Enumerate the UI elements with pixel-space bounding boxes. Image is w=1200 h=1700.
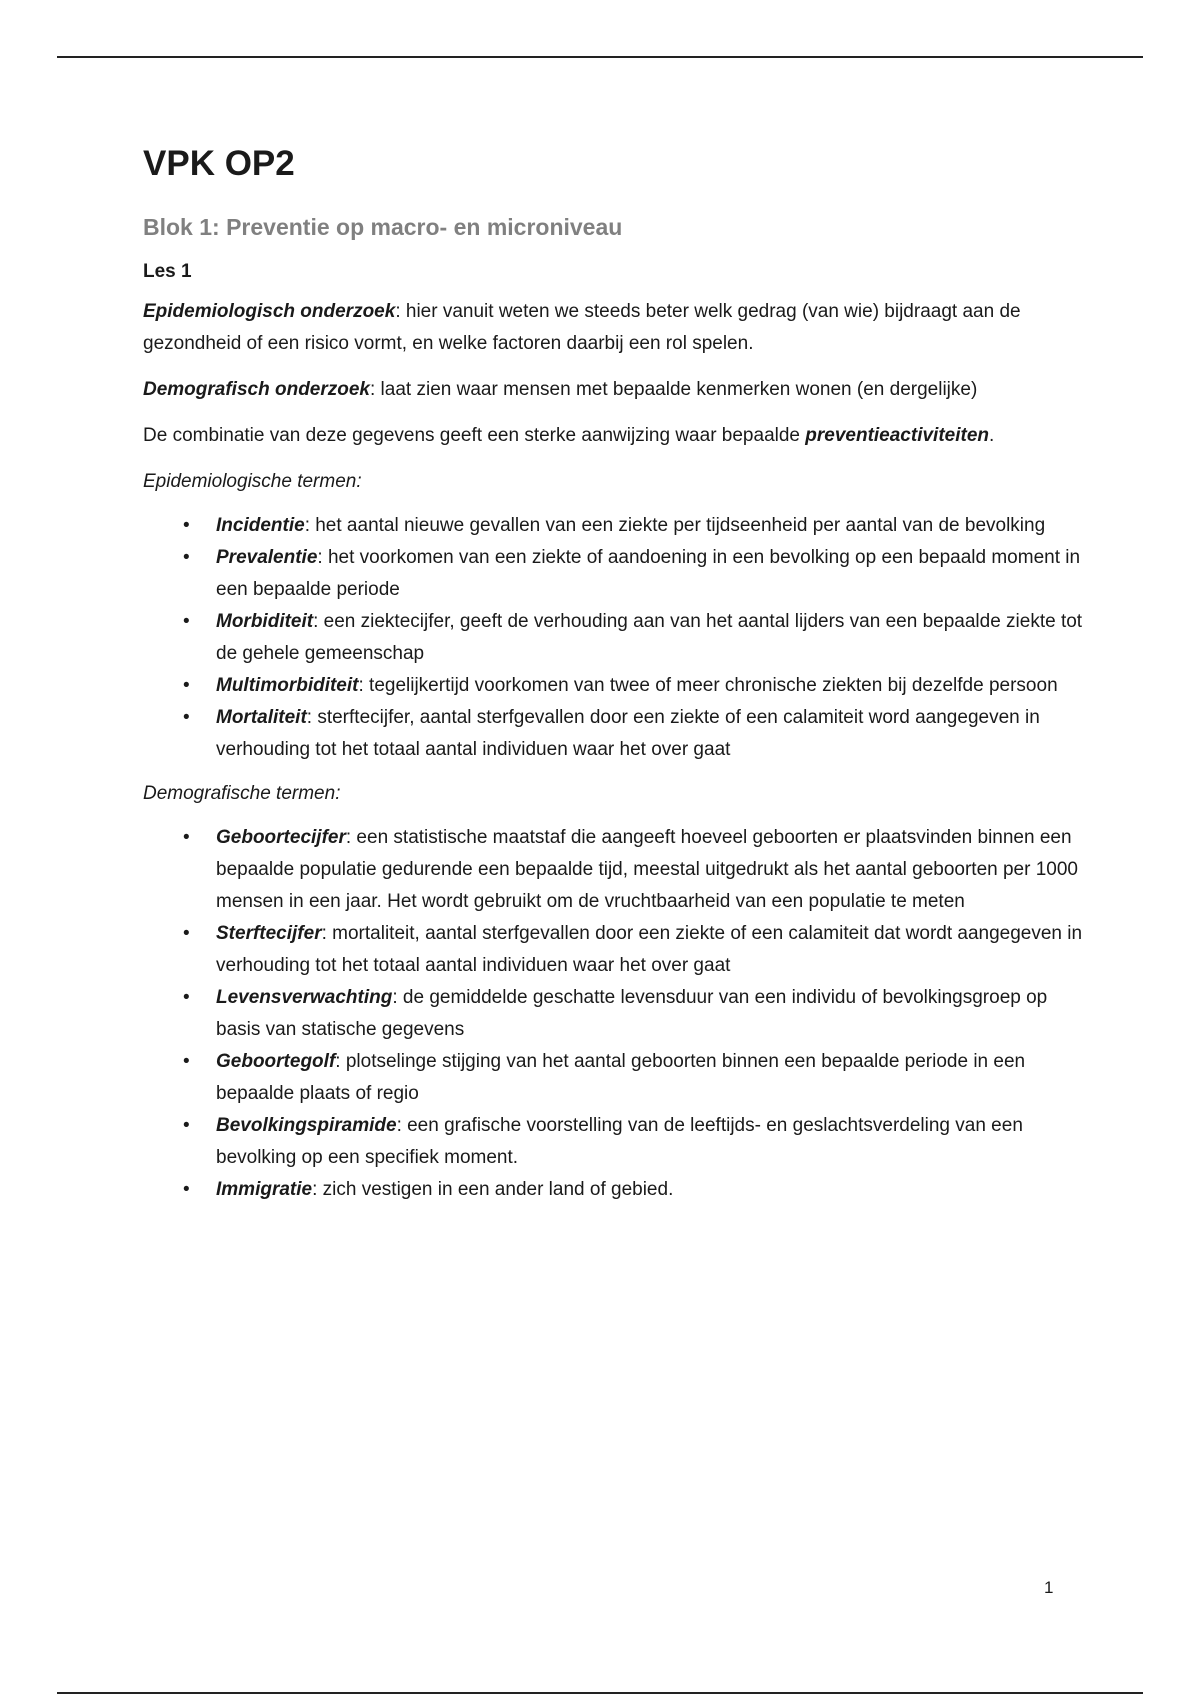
list-item xyxy=(143,822,1083,918)
term-definition: : mortaliteit, aantal sterfgevallen door een ziekte of een calamiteit dat wordt aangegeven in verhouding tot het totaal aantal individuen waar het over gaat xyxy=(216,923,1083,976)
epidemiologische-termen-list xyxy=(143,510,1083,766)
block-heading: Blok 1: Preventie op macro- en microniveau xyxy=(143,214,623,240)
list-item xyxy=(143,542,1083,606)
term-definition: : een ziektecijfer, geeft de verhouding aan van het aantal lijders van een bepaalde ziekte tot de gehele gemeenschap xyxy=(216,611,1083,664)
paragraph-epidemiologisch xyxy=(143,296,1083,360)
term-name: Mortaliteit xyxy=(216,707,307,728)
demografische-termen-label: Demografische termen: xyxy=(143,783,341,804)
term-name: Geboortecijfer xyxy=(216,827,346,848)
bullet-icon: • xyxy=(183,827,190,848)
term-definition: : zich vestigen in een ander land of gebied. xyxy=(312,1179,674,1200)
paragraph-demografisch xyxy=(143,374,1083,406)
term-name: Multimorbiditeit xyxy=(216,675,359,696)
bullet-icon: • xyxy=(183,1179,190,1200)
page-number: 1 xyxy=(1044,1578,1054,1597)
paragraph-combinatie xyxy=(143,420,1083,452)
term-name: Geboortegolf xyxy=(216,1051,336,1072)
bullet-icon: • xyxy=(183,707,190,728)
document-body xyxy=(143,140,1083,1218)
bullet-icon: • xyxy=(183,987,190,1008)
bullet-icon: • xyxy=(183,1115,190,1136)
term-definition: : plotselinge stijging van het aantal geboorten binnen een bepaalde periode in een bepaalde plaats of regio xyxy=(216,1051,1026,1104)
list-item xyxy=(143,982,1083,1046)
emphasis-preventieactiviteiten: preventieactiviteiten xyxy=(805,425,990,446)
term-definition: : een grafische voorstelling van de leeftijds- en geslachtsverdeling van een bevolking op een specifiek moment. xyxy=(216,1115,1023,1168)
lesson-heading: Les 1 xyxy=(143,261,192,282)
bullet-icon: • xyxy=(183,1051,190,1072)
demografische-termen-list xyxy=(143,822,1083,1206)
term-definition: : tegelijkertijd voorkomen van twee of meer chronische ziekten bij dezelfde persoon xyxy=(358,675,1058,696)
term-name: Incidentie xyxy=(216,515,305,536)
list-item xyxy=(143,1110,1083,1174)
term-definition: : het voorkomen van een ziekte of aandoening in een bevolking op een bepaald moment in een bepaalde periode xyxy=(216,547,1081,600)
term-name: Levensverwachting xyxy=(216,987,393,1008)
paragraph-end: . xyxy=(989,425,995,446)
list-item xyxy=(143,1174,1083,1206)
bullet-icon: • xyxy=(183,611,190,632)
bullet-icon: • xyxy=(183,923,190,944)
list-item xyxy=(143,606,1083,670)
term-definition: : het aantal nieuwe gevallen van een ziekte per tijdseenheid per aantal van de bevolking xyxy=(304,515,1046,536)
list-item xyxy=(143,702,1083,766)
list-item xyxy=(143,1046,1083,1110)
term-epidemiologisch-onderzoek: Epidemiologisch onderzoek xyxy=(143,301,396,322)
term-name: Morbiditeit xyxy=(216,611,314,632)
footer-rule xyxy=(57,1692,1143,1694)
bullet-icon: • xyxy=(183,547,190,568)
term-definition: : een statistische maatstaf die aangeeft hoeveel geboorten er plaatsvinden binnen een bepaalde populatie gedurende een bepaalde tijd, meestal uitgedrukt als het aantal geboorten per 1000 mensen in een jaar. Het wordt gebruikt om de vruchtbaarheid van een populatie te meten xyxy=(216,827,1078,912)
term-name: Prevalentie xyxy=(216,547,318,568)
term-name: Immigratie xyxy=(216,1179,313,1200)
term-definition: : sterftecijfer, aantal sterfgevallen door een ziekte of een calamiteit word aangegeven in verhouding tot het totaal aantal individuen waar het over gaat xyxy=(216,707,1040,760)
bullet-icon: • xyxy=(183,675,190,696)
term-name: Bevolkingspiramide xyxy=(216,1115,397,1136)
term-name: Sterftecijfer xyxy=(216,923,322,944)
bullet-icon: • xyxy=(183,515,190,536)
list-item xyxy=(143,670,1083,702)
definition-text: : hier vanuit weten we steeds beter welk gedrag (van wie) bijdraagt aan de gezondheid of een risico vormt, en welke factoren daarbij een rol spelen. xyxy=(143,301,1021,354)
list-item xyxy=(143,918,1083,982)
term-definition: : de gemiddelde geschatte levensduur van een individu of bevolkingsgroep op basis van statische gegevens xyxy=(216,987,1048,1040)
header-rule xyxy=(57,56,1143,58)
list-item xyxy=(143,510,1083,542)
paragraph-text: De combinatie van deze gegevens geeft een sterke aanwijzing waar bepaalde xyxy=(143,425,806,446)
term-demografisch-onderzoek: Demografisch onderzoek xyxy=(143,379,370,400)
epidemiologische-termen-label: Epidemiologische termen: xyxy=(143,471,362,492)
definition-text: : laat zien waar mensen met bepaalde kenmerken wonen (en dergelijke) xyxy=(370,379,978,400)
document-title: VPK OP2 xyxy=(143,144,295,183)
